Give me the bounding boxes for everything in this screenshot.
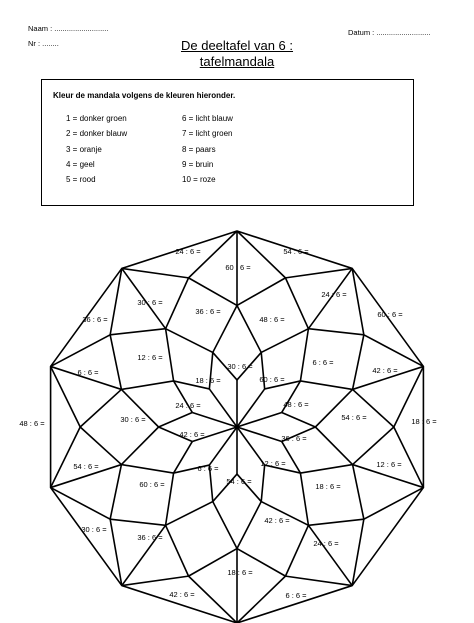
mandala-edge bbox=[300, 465, 352, 474]
mandala-edge bbox=[300, 381, 352, 390]
legend-item: 6 = licht blauw bbox=[182, 114, 233, 123]
mandala-edge bbox=[353, 465, 364, 520]
datum-field: Datum : .......................... bbox=[348, 28, 431, 37]
mandala-cell-label: 36 : 6 = bbox=[137, 533, 163, 542]
mandala-cell-label: 30 : 6 = bbox=[120, 415, 146, 424]
mandala-cell-label: 6 : 6 = bbox=[77, 368, 99, 377]
mandala-edge bbox=[51, 335, 111, 367]
mandala-cell-label: 60 : 6 = bbox=[259, 375, 285, 384]
mandala-edge bbox=[261, 329, 308, 353]
mandala-cell-label: 42 : 6 = bbox=[169, 590, 195, 599]
mandala-edge bbox=[51, 488, 111, 520]
mandala-edge bbox=[285, 268, 352, 277]
mandala-edge bbox=[166, 473, 174, 525]
mandala-spoke bbox=[237, 389, 265, 427]
mandala-edge bbox=[237, 305, 261, 352]
mandala-edge bbox=[237, 278, 285, 306]
mandala-edge bbox=[166, 502, 213, 526]
mandala-cell-label: 48 : 6 = bbox=[283, 400, 309, 409]
legend-item: 4 = geel bbox=[66, 159, 95, 169]
mandala-edge bbox=[110, 335, 121, 390]
mandala-edge bbox=[110, 519, 165, 525]
mandala-edge bbox=[166, 329, 213, 353]
title-line-2: tafelmandala bbox=[199, 54, 275, 69]
mandala-edge bbox=[300, 329, 308, 381]
mandala-edge bbox=[285, 525, 308, 576]
title-line-1: De deeltafel van 6 : bbox=[180, 38, 294, 53]
mandala-edge bbox=[352, 268, 364, 334]
mandala-edge bbox=[285, 576, 352, 585]
mandala-cell-label: 54 : 6 = bbox=[226, 477, 252, 486]
mandala-edge bbox=[261, 465, 264, 502]
legend-item: 8 = paars bbox=[182, 144, 216, 154]
legend-item: 9 = bruin bbox=[182, 159, 214, 169]
mandala-cell-label: 24 : 6 = bbox=[175, 247, 201, 256]
mandala-edge bbox=[110, 465, 121, 520]
mandala-cell-label: 24 : 6 = bbox=[175, 401, 201, 410]
mandala-edge bbox=[315, 427, 352, 465]
legend-item: 7 = licht groen bbox=[182, 129, 233, 139]
mandala-edge bbox=[159, 412, 193, 427]
mandala-edge bbox=[110, 329, 165, 335]
mandala-edge bbox=[51, 427, 81, 488]
mandala-cell-label: 42 : 6 = bbox=[372, 366, 398, 375]
mandala-edge bbox=[174, 442, 193, 474]
mandala-cell-label: 36 : 6 = bbox=[195, 307, 221, 316]
mandala-edge bbox=[110, 268, 122, 334]
mandala-edge bbox=[121, 427, 158, 465]
legend-item: 2 = donker blauw bbox=[66, 129, 128, 139]
mandala-spoke bbox=[209, 427, 237, 465]
legend-item: 1 = donker groen bbox=[66, 114, 127, 123]
mandala-cell-label: 30 : 6 = bbox=[227, 362, 253, 371]
mandala-edge bbox=[51, 366, 81, 427]
mandala-edge bbox=[353, 427, 394, 465]
mandala-edge bbox=[80, 427, 121, 465]
mandala-cell-label: 48 : 6 = bbox=[259, 315, 285, 324]
mandala-cell-label: 18 : 6 = bbox=[227, 568, 253, 577]
mandala-cell-label: 6 : 6 = bbox=[312, 358, 334, 367]
mandala-cell-label: 24 : 6 = bbox=[313, 539, 339, 548]
mandala-edge bbox=[166, 329, 174, 381]
mandala-edge bbox=[122, 576, 189, 585]
mandala-edge bbox=[166, 278, 189, 329]
mandala-cell-label: 12 : 6 = bbox=[376, 460, 402, 469]
mandala-cell-label: 48 : 6 = bbox=[19, 419, 45, 428]
mandala-edge bbox=[352, 519, 364, 585]
mandala-cell-label: 36 : 6 = bbox=[82, 315, 108, 324]
mandala-cell-label: 54 : 6 = bbox=[283, 247, 309, 256]
mandala-cell-label: 12 : 6 = bbox=[137, 353, 163, 362]
legend-instruction: Kleur de mandala volgens de kleuren hieronder. bbox=[53, 91, 236, 100]
mandala-edge bbox=[308, 525, 352, 585]
mandala-cell-label: 30 : 6 = bbox=[81, 525, 107, 534]
mandala-edge bbox=[282, 412, 316, 427]
mandala-edge bbox=[121, 465, 173, 474]
mandala-spoke bbox=[237, 427, 282, 442]
mandala-cell-label: 42 : 6 = bbox=[179, 430, 205, 439]
mandala-edge bbox=[213, 502, 237, 549]
mandala-cell-label: 54 : 6 = bbox=[73, 462, 99, 471]
mandala-edge bbox=[282, 442, 301, 474]
mandala-edge bbox=[122, 268, 189, 277]
mandala-edge bbox=[300, 473, 308, 525]
mandala-edge bbox=[110, 519, 122, 585]
mandala-cell-label: 18 : 6 = bbox=[315, 482, 341, 491]
mandala-cell-label: 24 : 6 = bbox=[321, 290, 347, 299]
mandala-edge bbox=[353, 335, 364, 390]
nr-field: Nr : ........ bbox=[28, 39, 59, 48]
mandala-edge bbox=[166, 525, 189, 576]
mandala-edge bbox=[364, 488, 424, 520]
mandala-cell-label: 42 : 6 = bbox=[264, 516, 290, 525]
mandala-cell-label: 60 : 6 = bbox=[225, 263, 251, 272]
mandala-cell-label: 6 : 6 = bbox=[197, 464, 219, 473]
naam-field: Naam : .......................... bbox=[28, 24, 109, 33]
mandala-cell-label: 36 : 6 = bbox=[281, 434, 307, 443]
mandala-cell-label: 54 : 6 = bbox=[341, 413, 367, 422]
mandala-edge bbox=[80, 389, 121, 427]
mandala-spoke bbox=[237, 412, 282, 427]
mandala-outline bbox=[51, 231, 424, 623]
mandala-spoke bbox=[209, 389, 237, 427]
mandala-edge bbox=[285, 278, 308, 329]
legend-item: 3 = oranje bbox=[66, 144, 102, 154]
mandala-edge bbox=[189, 278, 237, 306]
mandala-cell-label: 60 : 6 = bbox=[139, 480, 165, 489]
mandala-cell-label: 18 : 6 = bbox=[411, 417, 437, 426]
mandala-cell-label: 6 : 6 = bbox=[285, 591, 307, 600]
mandala-edge bbox=[364, 335, 424, 367]
mandala-cell-label: 12 : 6 = bbox=[260, 459, 286, 468]
legend-item: 5 = rood bbox=[66, 175, 96, 185]
mandala-cell-label: 30 : 6 = bbox=[137, 298, 163, 307]
mandala-edge bbox=[308, 329, 363, 335]
mandala-cell-label: 60 : 6 = bbox=[377, 310, 403, 319]
mandala-edge bbox=[308, 519, 363, 525]
mandala-spoke bbox=[192, 412, 237, 427]
legend-item: 10 = roze bbox=[182, 175, 216, 185]
mandala-cell-label: 18 : 6 = bbox=[195, 376, 221, 385]
mandala-edge bbox=[237, 502, 261, 549]
mandala-edge bbox=[394, 427, 424, 488]
mandala-edge bbox=[121, 381, 173, 390]
